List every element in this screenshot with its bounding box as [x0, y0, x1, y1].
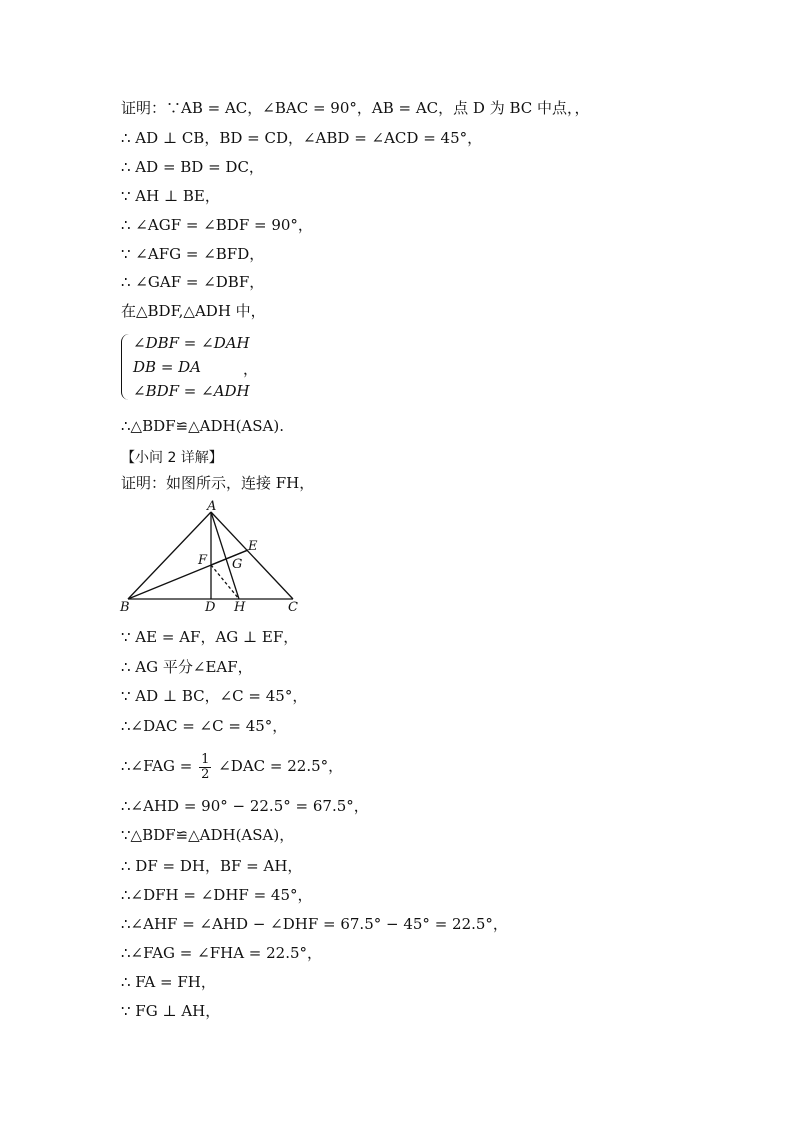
proof1-line-6: ∵ ∠AFG = ∠BFD，: [121, 245, 265, 263]
proof1-line-3: ∴ AD = BD = DC，: [121, 158, 264, 176]
proof1-line-4: ∵ AH ⊥ BE，: [121, 187, 220, 205]
fraction-denominator: 2: [201, 766, 210, 782]
section-heading: 【小问 2 详解】: [121, 450, 223, 466]
one-half-fraction: [199, 753, 211, 782]
proof1-line-2: ∴ AD ⊥ CB，BD = CD，∠ABD = ∠ACD = 45°，: [121, 129, 483, 147]
proof2-line-6: ∴∠AHD = 90° − 22.5° = 67.5°，: [121, 797, 369, 815]
label-A: A: [207, 500, 217, 514]
label-C: C: [288, 600, 298, 615]
proof2-line-7: ∵△BDF≌△ADH(ASA)，: [121, 826, 295, 844]
proof2-line-9: ∴∠DFH = ∠DHF = 45°，: [121, 886, 313, 904]
label-E: E: [248, 539, 258, 554]
proof1-line-5: ∴ ∠AGF = ∠BDF = 90°，: [121, 216, 313, 234]
label-H: H: [234, 600, 246, 615]
proof2-line-10: ∴∠AHF = ∠AHD − ∠DHF = 67.5° − 45° = 22.5°，: [121, 915, 508, 933]
fraction-line-prefix: ∴∠FAG =: [121, 757, 193, 775]
proof1-line-1: 证明：∵AB = AC，∠BAC = 90°，AB = AC，点 D 为 BC 中点，，: [121, 99, 590, 117]
proof1-line-7: ∴ ∠GAF = ∠DBF，: [121, 273, 265, 291]
fraction-numerator: 1: [201, 751, 210, 767]
proof2-line-8: ∴ DF = DH，BF = AH，: [121, 857, 303, 875]
proof2-line-12: ∴ FA = FH，: [121, 973, 216, 991]
segment-FE: [211, 550, 248, 565]
proof2-intro: 证明：如图所示，连接 FH，: [121, 474, 315, 492]
proof2-line-5: [121, 748, 343, 784]
label-B: B: [120, 600, 130, 615]
system-row-2: DB = DA: [133, 358, 202, 376]
equation-system: [121, 332, 321, 402]
proof2-line-13: ∵ FG ⊥ AH，: [121, 1002, 221, 1020]
label-F: F: [198, 553, 208, 568]
left-brace: [121, 334, 130, 400]
proof2-line-11: ∴∠FAG = ∠FHA = 22.5°，: [121, 944, 323, 962]
proof2-line-2: ∴ AG 平分∠EAF，: [121, 658, 253, 676]
proof2-line-1: ∵ AE = AF，AG ⊥ EF，: [121, 628, 299, 646]
proof1-line-8: 在△BDF,△ADH 中，: [121, 302, 266, 320]
proof2-line-4: ∴∠DAC = ∠C = 45°，: [121, 717, 288, 735]
system-comma: ，: [243, 360, 259, 378]
system-row-3: ∠BDF = ∠ADH: [133, 382, 250, 400]
fraction-line-suffix: ∠DAC = 22.5°，: [218, 757, 344, 775]
label-D: D: [205, 600, 216, 615]
system-row-1: ∠DBF = ∠DAH: [133, 334, 250, 352]
geometry-diagram: [118, 500, 318, 618]
segment-AC: [211, 512, 293, 599]
proof2-line-3: ∵ AD ⊥ BC，∠C = 45°，: [121, 687, 308, 705]
label-G: G: [232, 557, 243, 572]
proof1-conclusion: ∴△BDF≌△ADH(ASA).: [121, 417, 284, 435]
